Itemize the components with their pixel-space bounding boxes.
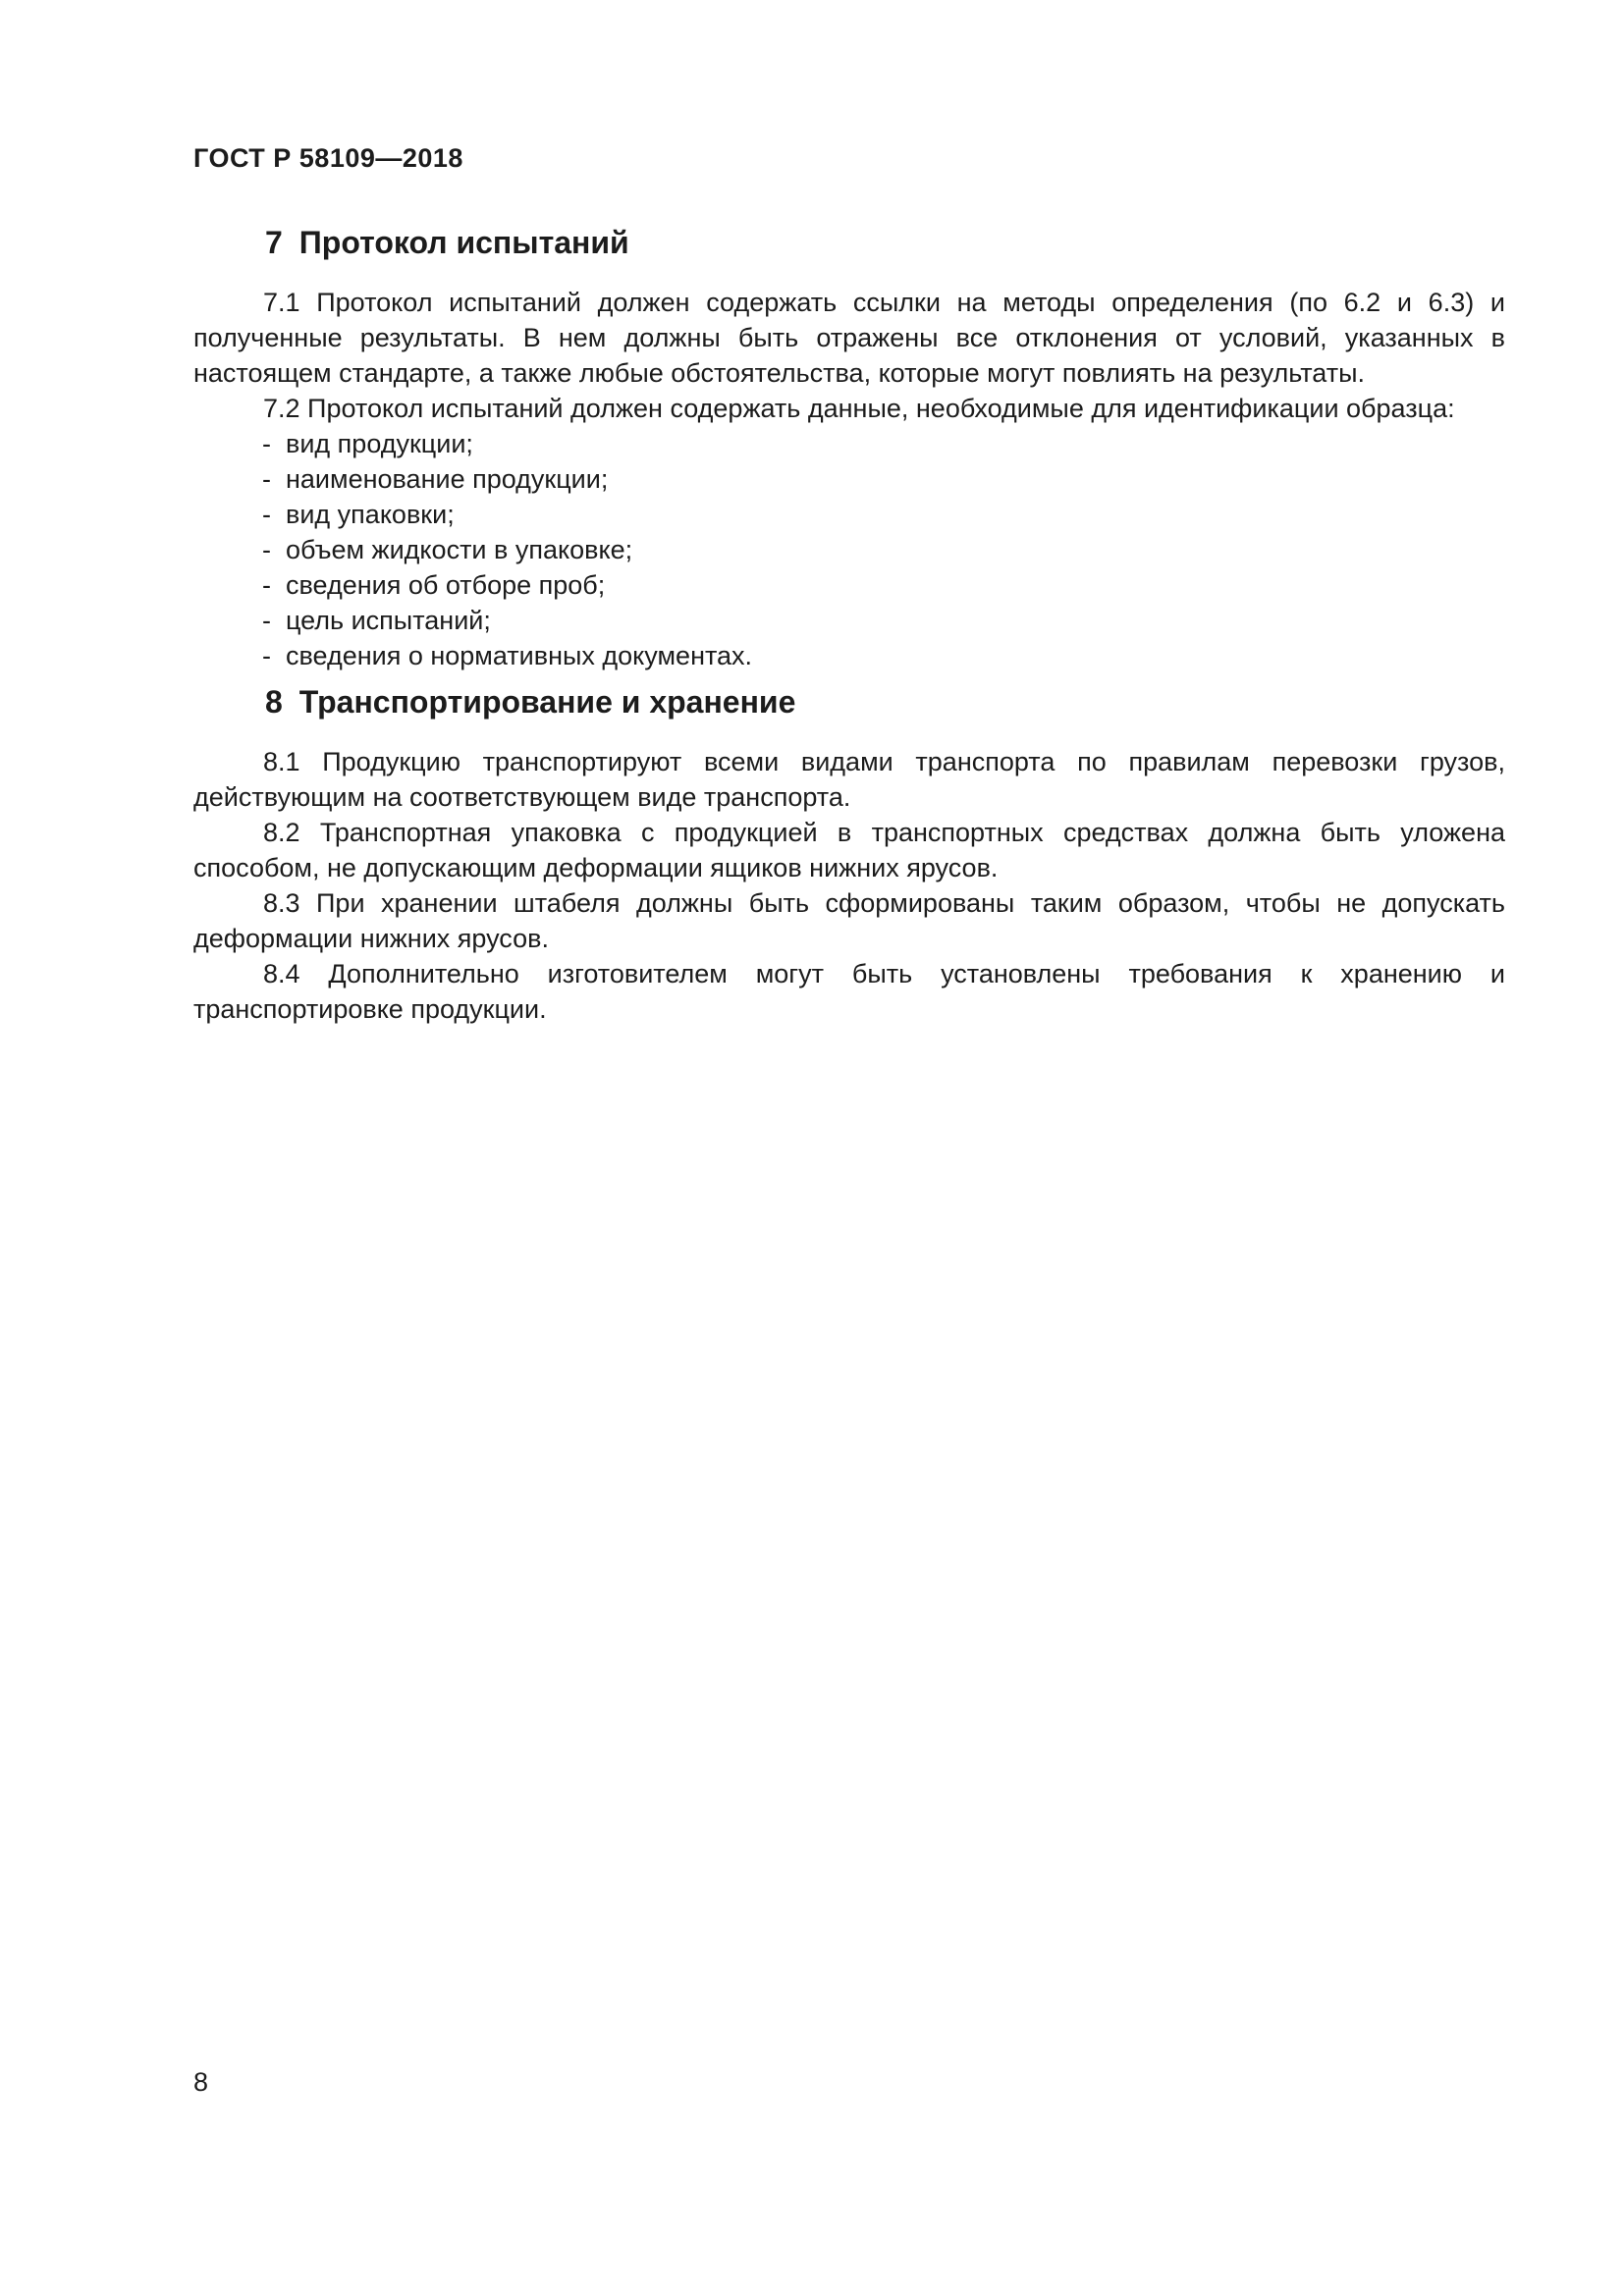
paragraph-8-1: 8.1 Продукцию транспортируют всеми видами транспорта по правилам перевозки грузов, действующим на соответствующем виде транспорта.	[193, 747, 1505, 812]
paragraph-7-2: 7.2 Протокол испытаний должен содержать данные, необходимые для идентификации образца:	[263, 394, 1455, 423]
page-content	[193, 0, 1505, 2296]
list-item-text: объем жидкости в упаковке;	[286, 535, 633, 564]
dash-marker: -	[262, 500, 271, 529]
paragraph-8-4: 8.4 Дополнительно изготовителем могут быть установлены требования к хранению и транспортировке продукции.	[193, 959, 1505, 1024]
list-item	[193, 461, 1505, 497]
list-item	[193, 497, 1505, 532]
dash-marker: -	[262, 429, 271, 458]
list-item	[193, 567, 1505, 603]
section-8-heading	[193, 683, 1505, 721]
list-item-text: наименование продукции;	[286, 464, 609, 494]
list-item-text: сведения о нормативных документах.	[286, 641, 753, 670]
list-item	[193, 426, 1505, 461]
paragraph-8-2: 8.2 Транспортная упаковка с продукцией в транспортных средствах должна быть уложена способом, не допускающим деформации ящиков нижних ярусов.	[193, 818, 1505, 882]
paragraph-8-3: 8.3 При хранении штабеля должны быть сформированы таким образом, чтобы не допускать деформации нижних ярусов.	[193, 888, 1505, 953]
list-item	[193, 532, 1505, 567]
dash-marker: -	[262, 464, 271, 494]
list-item-text: вид упаковки;	[286, 500, 455, 529]
section-7-number: 7	[265, 225, 283, 260]
section-7-heading	[193, 224, 1505, 261]
list-item-text: цель испытаний;	[286, 606, 491, 635]
section-7-title: Протокол испытаний	[298, 225, 629, 260]
dash-marker: -	[262, 570, 271, 600]
identification-data-list	[193, 426, 1505, 673]
dash-marker: -	[262, 606, 271, 635]
dash-marker: -	[262, 641, 271, 670]
list-item-text: вид продукции;	[286, 429, 473, 458]
list-item	[193, 638, 1505, 673]
page-number: 8	[193, 2067, 209, 2097]
list-item	[193, 603, 1505, 638]
list-item-text: сведения об отборе проб;	[286, 570, 606, 600]
section-8-title: Транспортирование и хранение	[298, 684, 796, 720]
paragraph-7-1: 7.1 Протокол испытаний должен содержать ссылки на методы определения (по 6.2 и 6.3) и полученные результаты. В нем должны быть отражены все отклонения от условий, указанных в настоящем стандарте, а также любые обстоятельства, которые могут повлиять на результаты.	[193, 288, 1505, 388]
section-8-number: 8	[265, 684, 283, 720]
dash-marker: -	[262, 535, 271, 564]
doc-designation-header: ГОСТ Р 58109—2018	[193, 143, 463, 173]
